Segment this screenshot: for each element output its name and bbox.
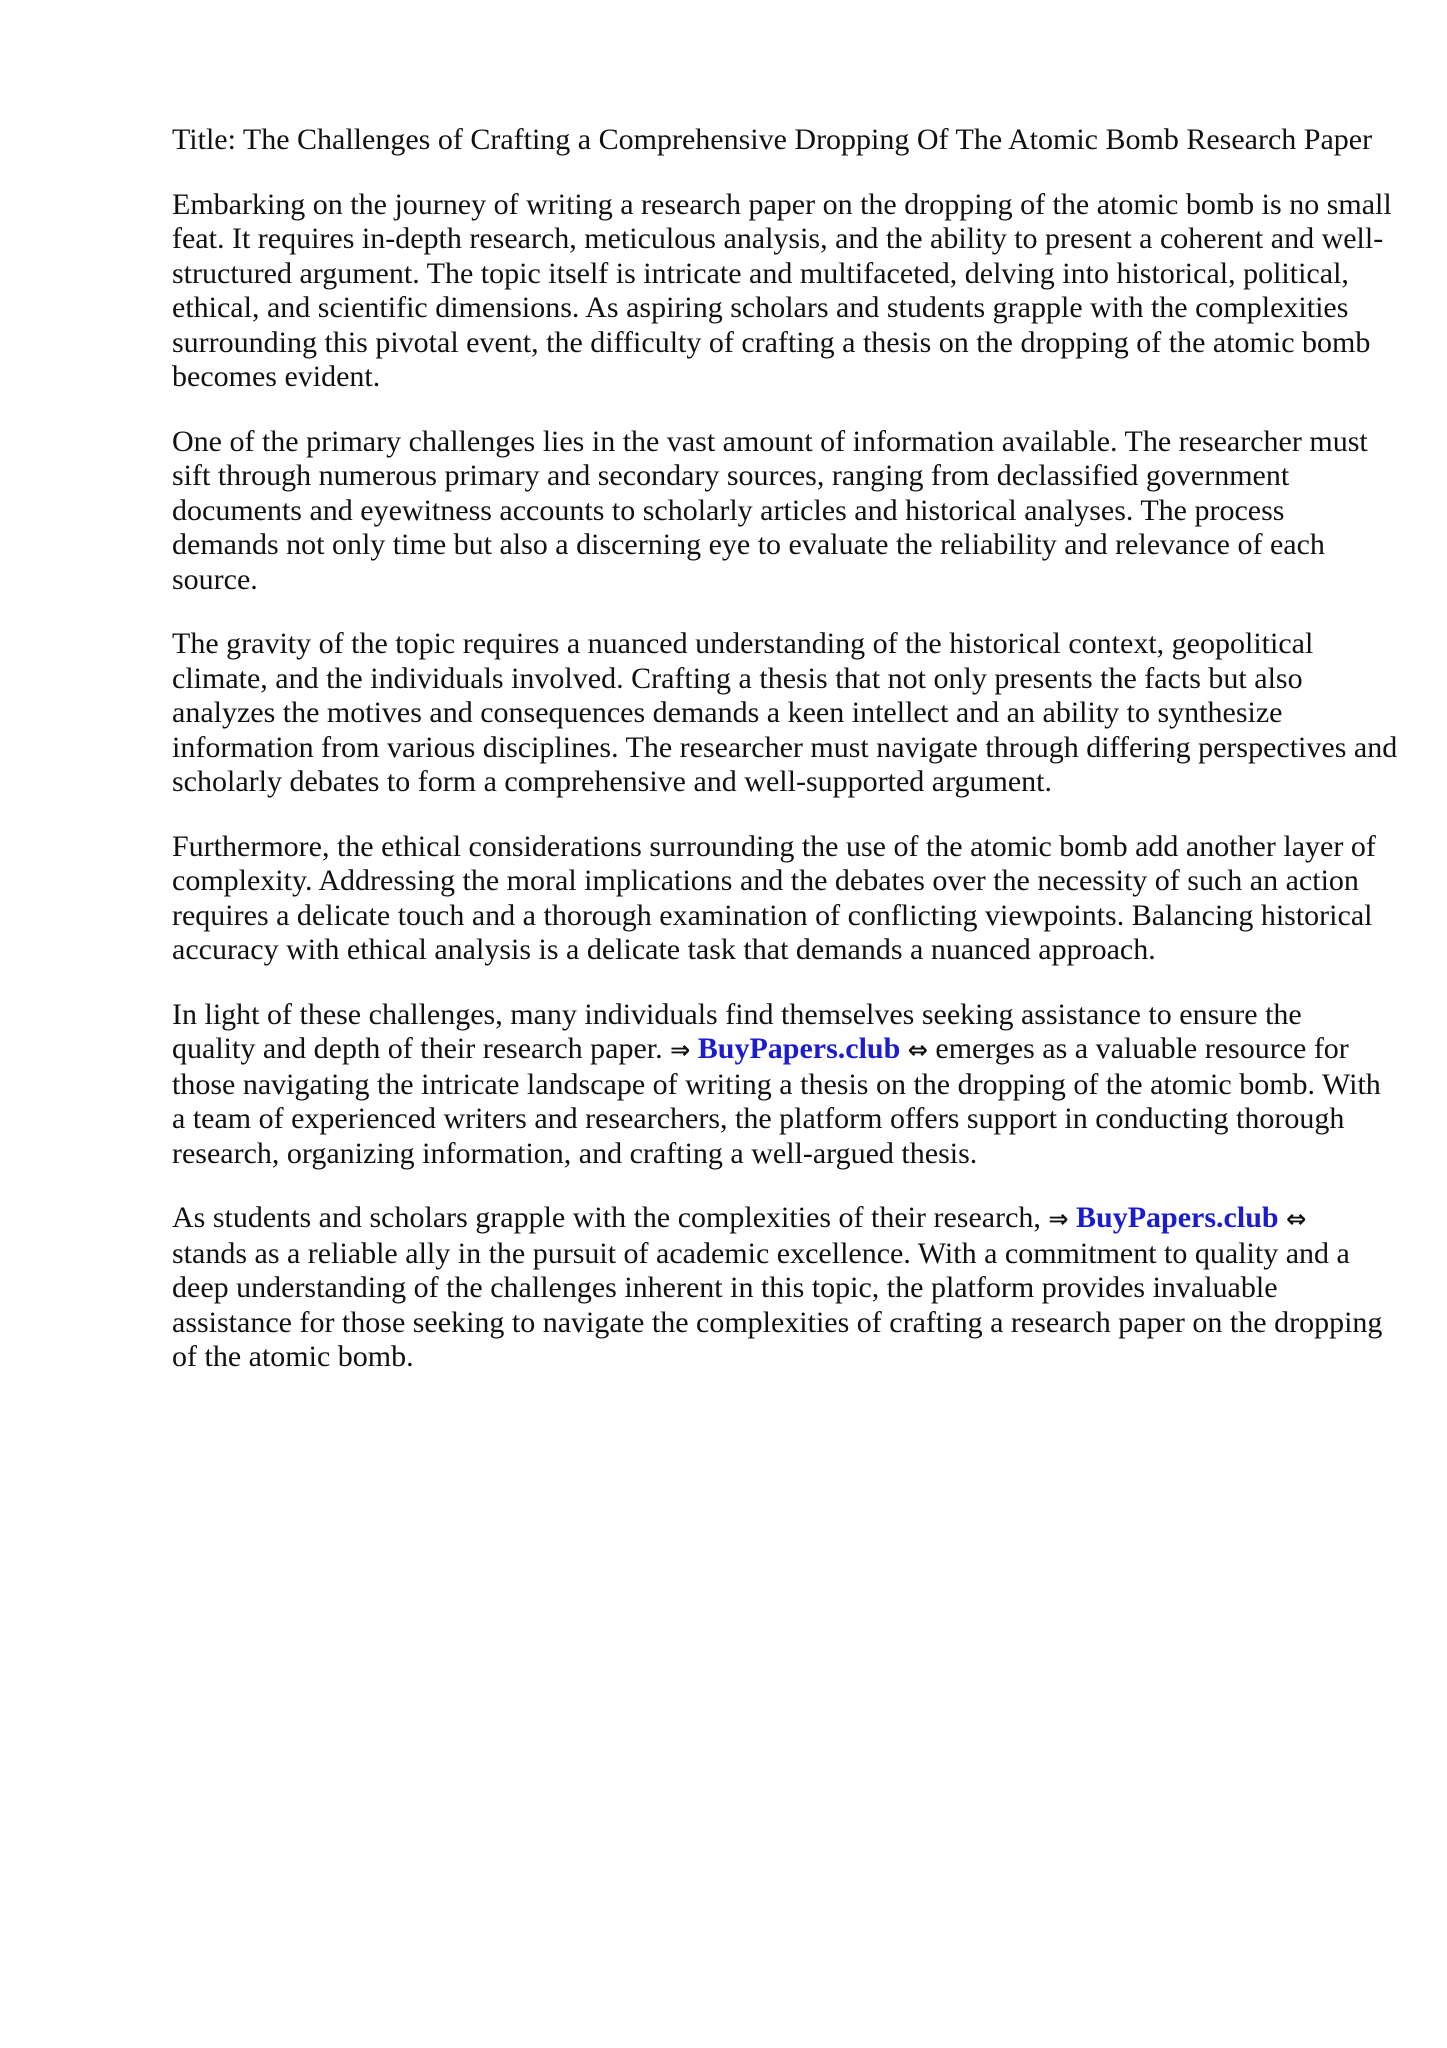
document-page	[172, 123, 1412, 1405]
right-double-arrow-icon: ⇒	[1048, 1205, 1069, 1233]
paragraph-1: Embarking on the journey of writing a research paper on the dropping of the atomic bomb is no small feat. It requires in-depth research, meticulous analysis, and the ability to present a coherent and well- structured argument. The topic itself is intricate and multifaceted, delving into historical, political, ethical, and scientific dimensions. As aspiring scholars and students grapple with the complexities surrounding this pivotal event, the difficulty of crafting a thesis on the dropping of the atomic bomb becomes evident.	[172, 187, 1392, 393]
right-double-arrow-icon: ⇒	[670, 1036, 691, 1064]
left-right-double-arrow-icon: ⇔	[1286, 1205, 1307, 1233]
paragraph-4: Furthermore, the ethical considerations surrounding the use of the atomic bomb add another layer of complexity. Addressing the moral implications and the debates over the necessity of such an action requires a delicate touch and a thorough examination of conflicting viewpoints. Balancing historical accuracy with ethical analysis is a delicate task that demands a nuanced approach.	[172, 829, 1376, 966]
buypapers-link[interactable]: BuyPapers.club	[1076, 1201, 1279, 1234]
buypapers-link[interactable]: BuyPapers.club	[697, 1032, 901, 1065]
paragraph-6: As students and scholars grapple with the complexities of their research, ⇒ BuyPapers.club ⇔ stands as a reliable ally in the pursuit of academic excellence. With a commitment to quality and a deep understanding of the challenges inherent in this topic, the platform provides invaluable assistance for those seeking to navigate the complexities of crafting a research paper on the dropping of the atomic bomb.	[172, 1201, 1383, 1373]
left-right-double-arrow-icon: ⇔	[907, 1036, 928, 1064]
paragraph-2: One of the primary challenges lies in the vast amount of information available. The researcher must sift through numerous primary and secondary sources, ranging from declassified government documents and eyewitness accounts to scholarly articles and historical analyses. The process demands not only time but also a discerning eye to evaluate the reliability and relevance of each source.	[172, 424, 1368, 596]
paragraph-3: The gravity of the topic requires a nuanced understanding of the historical context, geopolitical climate, and the individuals involved. Crafting a thesis that not only presents the facts but also analyzes the motives and consequences demands a keen intellect and an ability to synthesize information from various disciplines. The researcher must navigate through differing perspectives and scholarly debates to form a comprehensive and well-supported argument.	[172, 627, 1398, 798]
document-title: Title: The Challenges of Crafting a Comprehensive Dropping Of The Atomic Bomb Research Paper	[172, 123, 1373, 156]
paragraph-5: In light of these challenges, many individuals find themselves seeking assistance to ensure the quality and depth of their research paper. ⇒ BuyPapers.club ⇔ emerges as a valuable resource for those navigating the intricate landscape of writing a thesis on the dropping of the atomic bomb. With a team of experienced writers and researchers, the platform offers support in conducting thorough research, organizing information, and crafting a well-argued thesis.	[172, 997, 1381, 1170]
